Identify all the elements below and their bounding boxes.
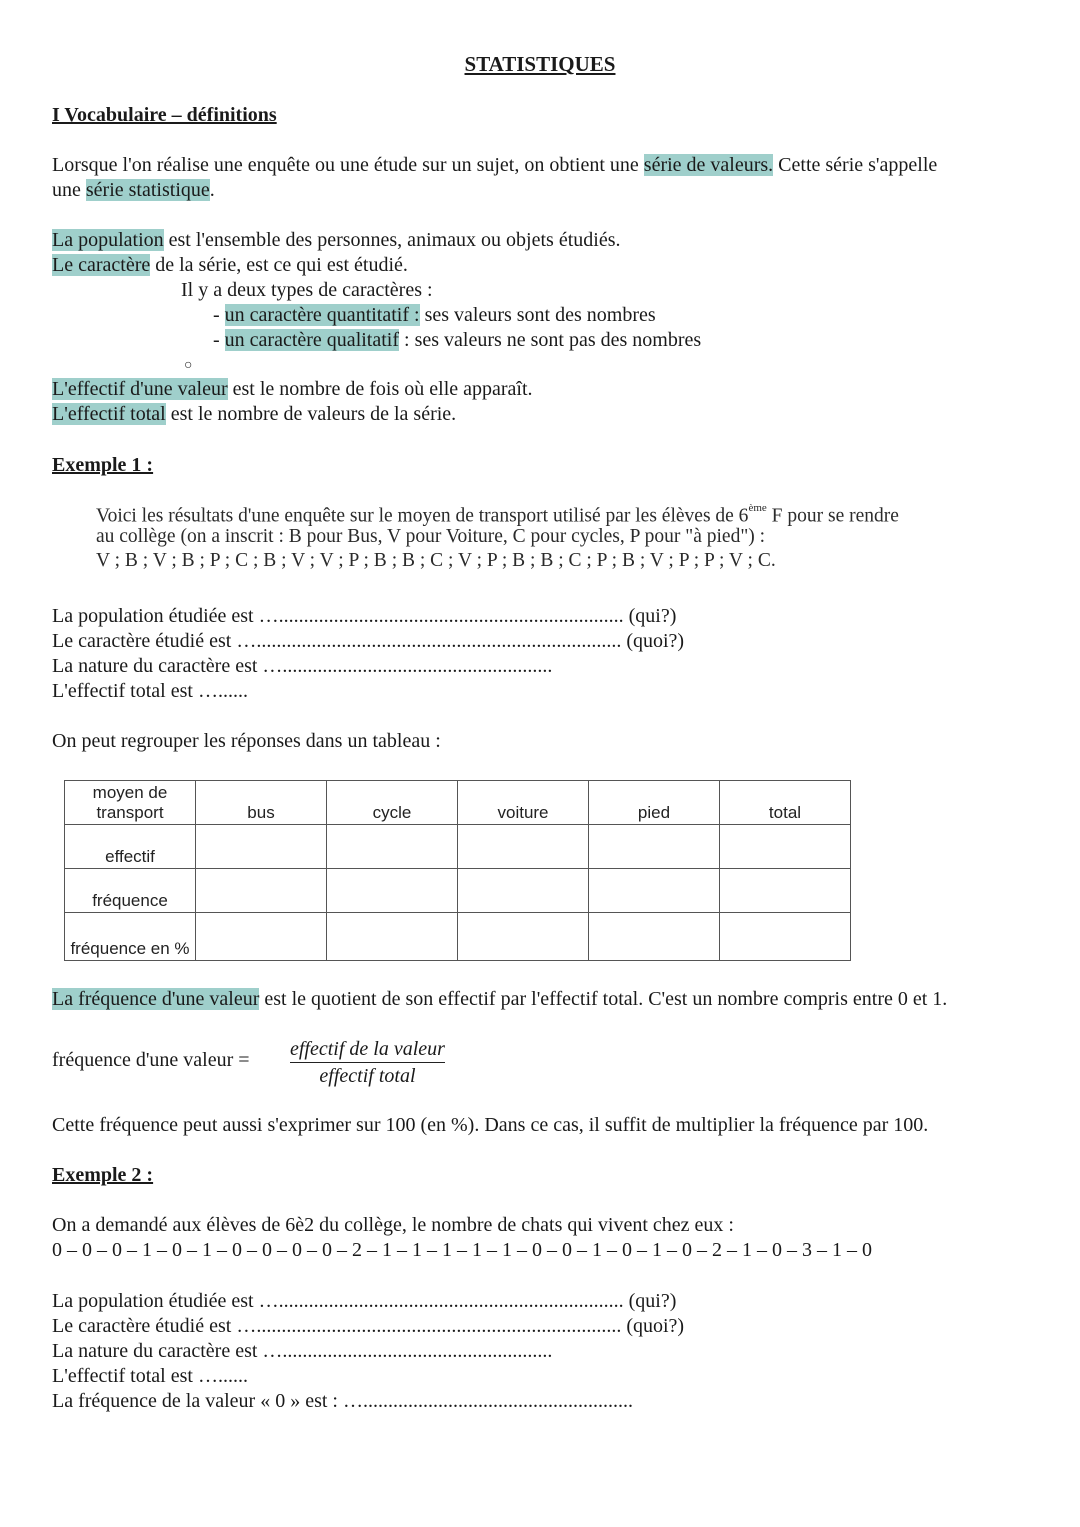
example2-series: 0 – 0 – 0 – 1 – 0 – 1 – 0 – 0 – 0 – 0 – 2 – 1 – 1 – 1 – 1 – 1 – 0 – 0 – 1 – 0 – 1 – 0 – 2 – 1 – 0 – 3 – 1 – 0 (52, 1239, 872, 1261)
example1-text-line-2: au collège (on a inscrit : B pour Bus, V pour Voiture, C pour cycles, P pour "à pied") : (96, 526, 766, 547)
definition-text: : ses valeurs ne sont pas des nombres (399, 329, 702, 351)
table-cell[interactable] (327, 825, 458, 869)
table-header-cell: pied (589, 781, 720, 825)
intro-text: . (209, 179, 215, 201)
table-cell[interactable] (458, 869, 589, 913)
formula-numerator: effectif de la valeur (290, 1037, 445, 1063)
table-cell[interactable] (458, 913, 589, 961)
example-text: Voici les résultats d'une enquête sur le moyen de transport utilisé par les élèves de 6 (96, 505, 749, 527)
definition-term: Le caractère (52, 254, 151, 276)
example2-heading: Exemple 2 : (52, 1164, 154, 1186)
intro-text: Lorsque l'on réalise une enquête ou une étude sur un sujet, on obtient une (52, 154, 644, 176)
definition-text: ses valeurs sont des nombres (419, 304, 656, 326)
table-header-cell: total (720, 781, 851, 825)
question-effectif-total: L'effectif total est …...... (52, 1365, 248, 1387)
type-qualitatif (213, 328, 701, 353)
types-intro: Il y a deux types de caractères : (181, 279, 433, 301)
table-row-label: fréquence (65, 869, 196, 913)
definition-text: est le nombre de valeurs de la série. (165, 403, 457, 425)
table-cell[interactable] (589, 825, 720, 869)
table-header-row (65, 781, 851, 825)
table-header-cell: cycle (327, 781, 458, 825)
table-cell[interactable] (196, 825, 327, 869)
table-cell[interactable] (720, 869, 851, 913)
table-row-label: fréquence en % (65, 913, 196, 961)
table-cell[interactable] (589, 913, 720, 961)
table-cell[interactable] (196, 913, 327, 961)
dash: - (213, 329, 225, 351)
question-nature: La nature du caractère est …...................................................... (52, 1340, 553, 1362)
table-cell[interactable] (327, 913, 458, 961)
question-effectif-total: L'effectif total est …...... (52, 680, 248, 702)
definition-effectif-valeur (52, 377, 533, 402)
definition-caractere (52, 253, 408, 278)
type-quantitatif (213, 303, 656, 328)
definition-term: L'effectif total (52, 403, 166, 425)
table-row-label: effectif (65, 825, 196, 869)
intro-text: Cette série s'appelle (773, 154, 938, 176)
definition-population (52, 228, 620, 253)
question-caractere: Le caractère étudié est …......................................................................... (quoi?) (52, 630, 685, 652)
superscript: ème (748, 502, 767, 514)
intro-text: une (52, 179, 86, 201)
definition-term: un caractère quantitatif : (224, 304, 420, 326)
table-cell[interactable] (720, 825, 851, 869)
dash: - (213, 304, 225, 326)
definition-text: de la série, est ce qui est étudié. (150, 254, 408, 276)
table-cell[interactable] (327, 869, 458, 913)
definition-term: La population (52, 229, 164, 251)
table-row-effectif (65, 825, 851, 869)
highlight-serie-statistique: série statistique (85, 179, 210, 201)
intro-line-2 (52, 178, 215, 203)
highlight-serie-de-valeurs: série de valeurs. (643, 154, 774, 176)
table-cell[interactable] (720, 913, 851, 961)
page-title: STATISTIQUES (464, 52, 616, 76)
question-frequence-zero: La fréquence de la valeur « 0 » est : …...................................................... (52, 1390, 633, 1412)
intro-line-1 (52, 153, 937, 178)
definition-text: est le quotient de son effectif par l'effectif total. C'est un nombre compris entre 0 et 1. (259, 988, 948, 1010)
example1-heading: Exemple 1 : (52, 454, 154, 476)
frequency-formula (290, 1037, 445, 1089)
table-cell[interactable] (458, 825, 589, 869)
definition-effectif-total (52, 402, 456, 427)
definition-term: La fréquence d'une valeur (52, 988, 260, 1010)
question-nature: La nature du caractère est …...................................................... (52, 655, 553, 677)
formula-denominator: effectif total (319, 1065, 416, 1087)
question-population: La population étudiée est …..................................................................... (qui?) (52, 605, 677, 627)
table-cell[interactable] (196, 869, 327, 913)
table-header-cell: moyen de transport (65, 781, 196, 825)
definition-frequence (52, 987, 947, 1012)
question-population: La population étudiée est …..................................................................... (qui?) (52, 1290, 677, 1312)
table-header-cell: bus (196, 781, 327, 825)
question-caractere: Le caractère étudié est …......................................................................... (quoi?) (52, 1315, 685, 1337)
empty-bullet-icon: ○ (184, 358, 193, 373)
section-heading-vocabulaire: I Vocabulaire – définitions (52, 104, 277, 126)
definition-text: est l'ensemble des personnes, animaux ou objets étudiés. (163, 229, 621, 251)
table-row-frequence-pct (65, 913, 851, 961)
table-intro: On peut regrouper les réponses dans un tableau : (52, 730, 441, 752)
example1-series: V ; B ; V ; B ; P ; C ; B ; V ; V ; P ; B ; B ; C ; V ; P ; B ; B ; C ; P ; B ; V ; P ; P ; V ; C. (96, 550, 776, 571)
example-text: F pour se rendre (766, 505, 899, 527)
percent-note: Cette fréquence peut aussi s'exprimer sur 100 (en %). Dans ce cas, il suffit de multiplier la fréquence par 100. (52, 1114, 929, 1136)
definition-text: est le nombre de fois où elle apparaît. (227, 378, 533, 400)
formula-label: fréquence d'une valeur = (52, 1049, 250, 1071)
frequency-table (64, 780, 851, 961)
table-row-frequence (65, 869, 851, 913)
example2-intro: On a demandé aux élèves de 6è2 du collège, le nombre de chats qui vivent chez eux : (52, 1214, 734, 1236)
definition-term: L'effectif d'une valeur (52, 378, 228, 400)
table-header-cell: voiture (458, 781, 589, 825)
table-cell[interactable] (589, 869, 720, 913)
definition-term: un caractère qualitatif (224, 329, 400, 351)
